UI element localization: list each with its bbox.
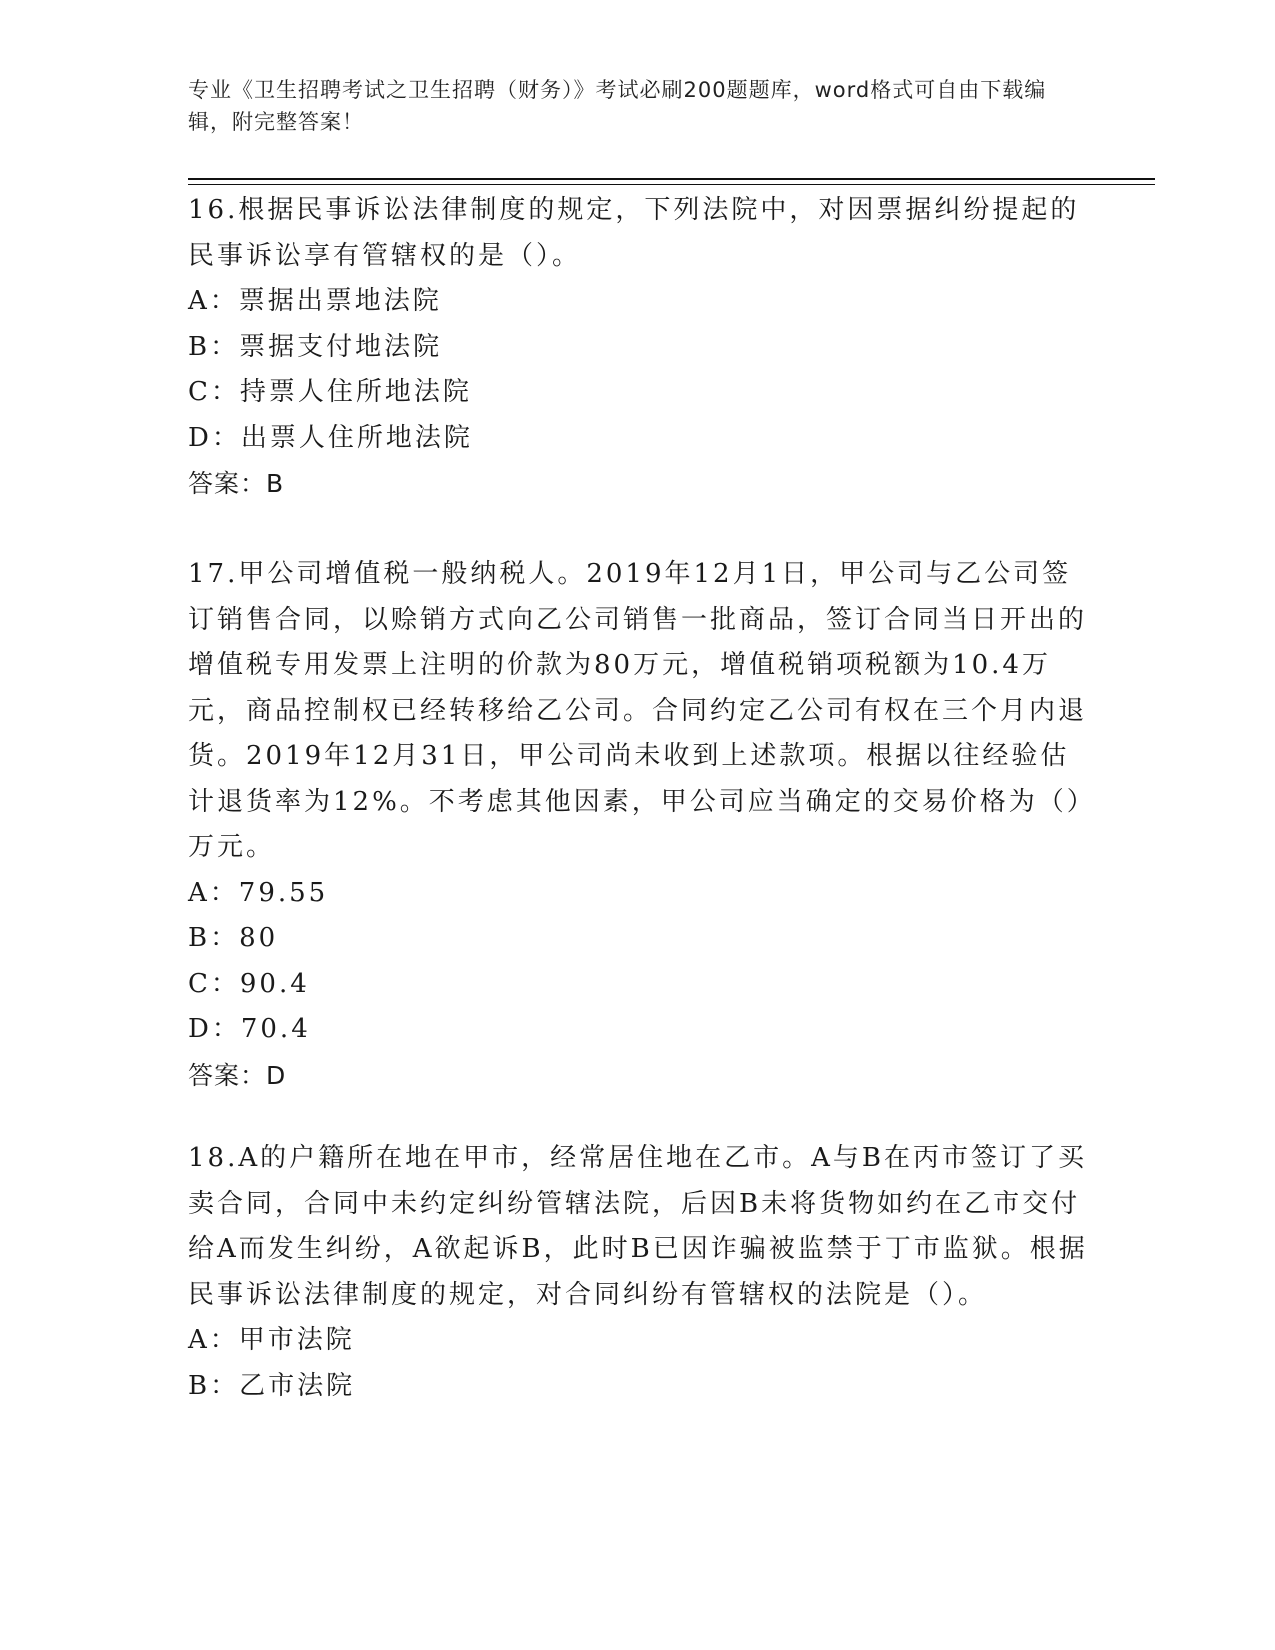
- option-a: A：票据出票地法院: [188, 286, 442, 316]
- option-c: C：持票人住所地法院: [188, 377, 472, 407]
- header-text: 专业《卫生招聘考试之卫生招聘（财务）》考试必刷200题题库，word格式可自由下载编辑，附完整答案！: [188, 78, 1047, 134]
- question-stem: 18.A的户籍所在地在甲市，经常居住地在乙市。A与B在丙市签订了买卖合同，合同中未约定纠纷管辖法院，后因B未将货物如约在乙市交付给A而发生纠纷，A欲起诉B，此时B已因诈骗被监禁于丁市监狱。根据民事诉讼法律制度的规定，对合同纠纷有管辖权的法院是（）。: [188, 1143, 1088, 1310]
- header-divider-thin: [188, 184, 1155, 185]
- answer-line: 答案：B: [188, 469, 285, 498]
- option-d: D：70.4: [188, 1014, 311, 1044]
- document-header: [188, 74, 1068, 138]
- question-16: [188, 188, 1088, 507]
- option-b: B：票据支付地法院: [188, 331, 443, 362]
- question-stem: 16.根据民事诉讼法律制度的规定，下列法院中，对因票据纠纷提起的民事诉讼享有管辖权的是（）。: [188, 195, 1080, 271]
- option-b: B：乙市法院: [188, 1370, 356, 1401]
- header-divider-thick: [188, 178, 1155, 180]
- answer-line: 答案：D: [188, 1060, 287, 1090]
- question-18: [188, 1136, 1088, 1409]
- option-b: B：80: [188, 923, 279, 953]
- question-stem: 17.甲公司增值税一般纳税人。2019年12月1日，甲公司与乙公司签订销售合同，以赊销方式向乙公司销售一批商品，签订合同当日开出的增值税专用发票上注明的价款为80万元，增值税销项税额为10.4万元，商品控制权已经转移给乙公司。合同约定乙公司有权在三个月内退货。2019年12月31日，甲公司尚未收到上述款项。根据以往经验估计退货率为12%。不考虑其他因素，甲公司应当确定的交易价格为（）万元。: [188, 559, 1088, 862]
- option-d: D：出票人住所地法院: [188, 422, 473, 453]
- option-a: A：甲市法院: [188, 1325, 355, 1355]
- option-c: C：90.4: [188, 968, 310, 999]
- question-17: [188, 552, 1088, 1098]
- option-a: A：79.55: [188, 877, 329, 908]
